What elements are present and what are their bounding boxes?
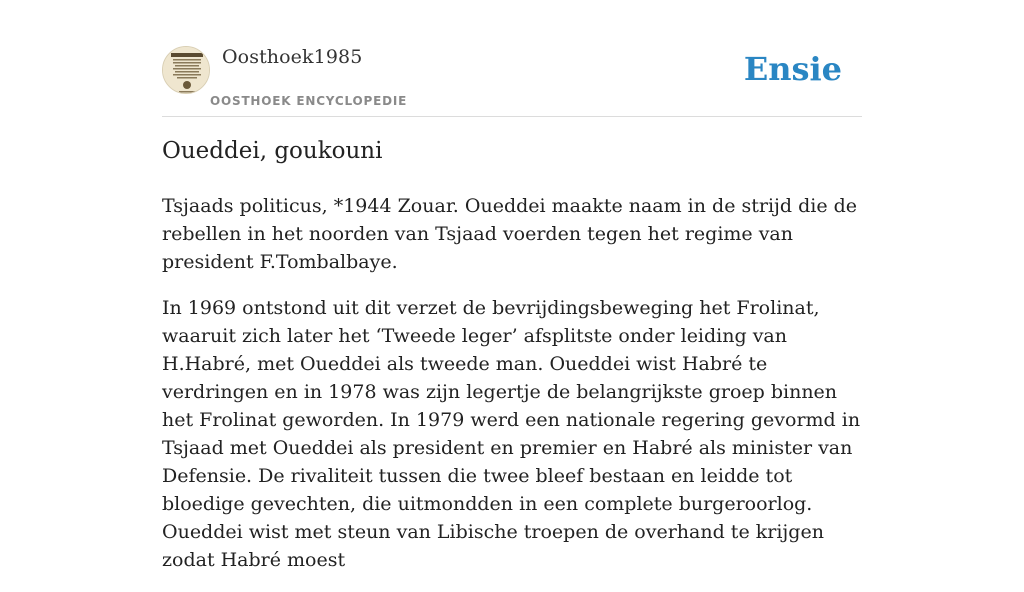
- article-paragraph: In 1969 ontstond uit dit verzet de bevrijdingsbeweging het Frolinat, waaruit zich later het ‘Tweede leger’ afsplitste onder leiding van H.Habré, met Oueddei als tweede man. Oueddei wist Habré te verdringen en in 1978 was zijn legertje de belangrijkste groep binnen het Frolinat geworden. In 1979 werd een nationale regering gevormd in Tsjaad met Oueddei als president en premier en Habré als minister van Defensie. De rivaliteit tussen die twee bleef bestaan en leidde tot bloedige gevechten, die uitmondden in een complete burgeroorlog. Oueddei wist met steun van Libische troepen de overhand te krijgen zodat Habré moest: [162, 297, 861, 571]
- brand-logo[interactable]: Ensie: [743, 50, 842, 88]
- author-name[interactable]: Oosthoek1985: [222, 46, 363, 68]
- page-title: Oueddei, goukouni: [162, 138, 383, 164]
- avatar[interactable]: [162, 46, 210, 94]
- source-label[interactable]: OOSTHOEK ENCYCLOPEDIE: [210, 94, 408, 108]
- article-paragraph: Tsjaads politicus, *1944 Zouar. Oueddei maakte naam in de strijd die de rebellen in het noorden van Tsjaad voerden tegen het regime van president F.Tombalbaye.: [162, 195, 858, 273]
- article-body: [162, 192, 862, 592]
- page-header: [162, 44, 862, 117]
- book-cover-icon: [163, 47, 210, 94]
